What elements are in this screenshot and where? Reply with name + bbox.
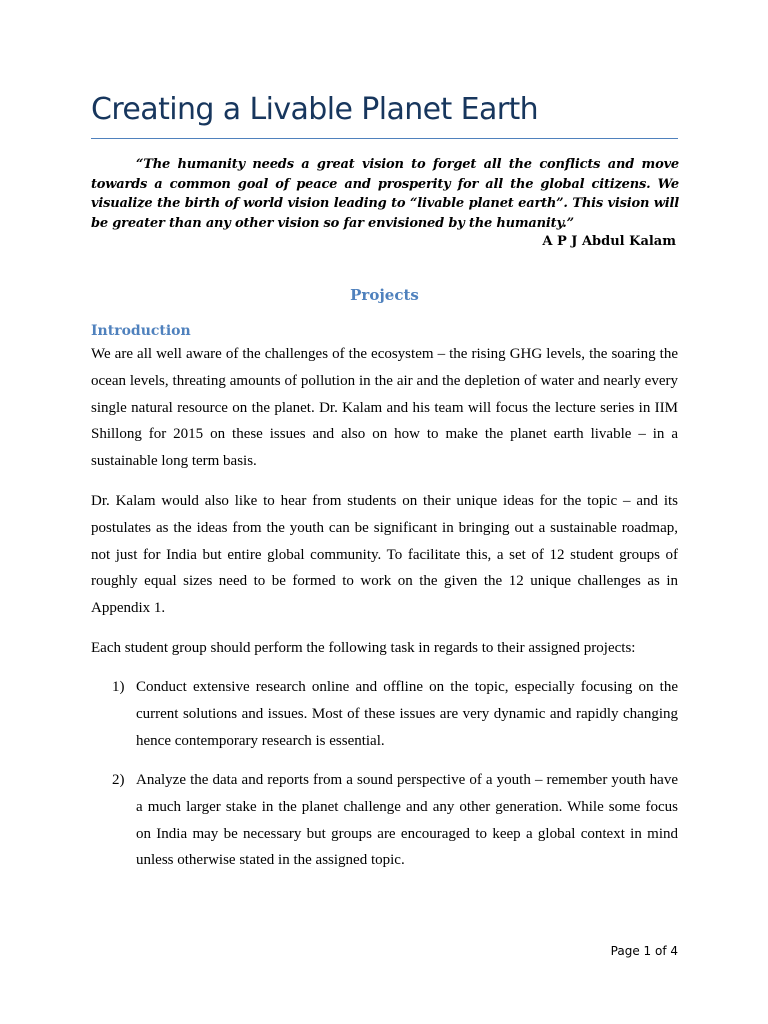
paragraph-1: We are all well aware of the challenges of the ecosystem – the rising GHG levels, the soaring the ocean levels, threating amounts of pollution in the air and the depletion of water and nearly every single natural resource on the planet. Dr. Kalam and his team will focus the lecture series in IIM Shillong for 2015 on these issues and also on how to make the planet earth livable – in a sustainable long term basis. [91, 346, 678, 470]
opening-quote [91, 155, 679, 233]
list-item-text: Analyze the data and reports from a sound perspective of a youth – remember youth have a much larger stake in the planet challenge and any other generation. While some focus on India may be necessary but groups are encouraged to keep a global context in mind unless otherwise stated in the assigned topic. [136, 772, 678, 869]
subsection-heading-introduction: Introduction [91, 323, 191, 339]
list-item-number: 2) [112, 772, 125, 788]
list-item-number: 1) [112, 679, 125, 695]
document-title: Creating a Livable Planet Earth [91, 92, 539, 127]
quote-text: “The humanity needs a great vision to forget all the conflicts and move towards a common goal of peace and prosperity for all the global citizens. We visualize the birth of world vision leading to “livable planet earth”. This vision will be greater than any other vision so far envisioned by the humanity.” [91, 157, 679, 231]
paragraph-3: Each student group should perform the following task in regards to their assigned projects: [91, 640, 636, 656]
list-item-text: Conduct extensive research online and offline on the topic, especially focusing on the current solutions and issues. Most of these issues are very dynamic and rapidly changing hence contemporary research is essential. [136, 679, 678, 749]
paragraph-2: Dr. Kalam would also like to hear from students on their unique ideas for the topic – and its postulates as the ideas from the youth can be significant in bringing out a sustainable roadmap, not just for India but entire global community. To facilitate this, a set of 12 student groups of roughly equal sizes need to be formed to work on the given the 12 unique challenges as in Appendix 1. [91, 493, 678, 617]
page-number: Page 1 of 4 [610, 944, 678, 958]
title-underline [91, 138, 678, 139]
quote-author: A P J Abdul Kalam [542, 234, 676, 249]
section-heading-projects: Projects [350, 286, 419, 304]
